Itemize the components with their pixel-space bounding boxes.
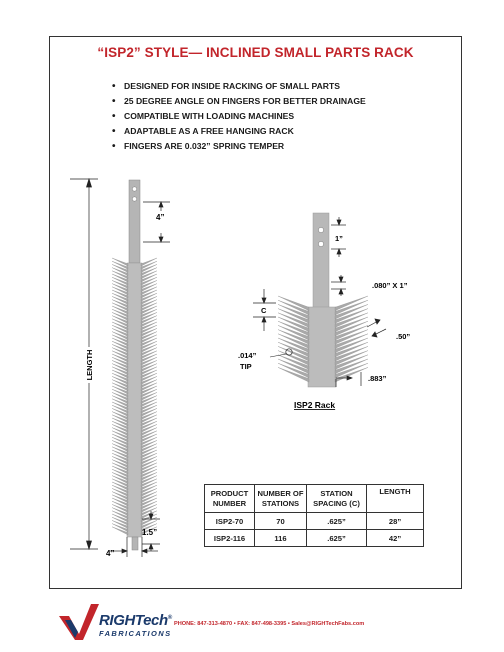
contact-info: PHONE: 847-313-4870 • FAX: 847-498-3395 • Sales@RIGHTechFabs.com <box>174 621 365 627</box>
cell-stations: 116 <box>255 530 307 547</box>
feature-item: • FINGERS ARE 0.032” SPRING TEMPER <box>112 139 366 154</box>
finger-dimension <box>367 319 386 337</box>
spec-sheet <box>49 36 462 589</box>
rack-bottom-tab <box>132 537 138 550</box>
rack-finger <box>112 527 128 535</box>
cell-product: ISP2-116 <box>205 530 255 547</box>
bar-callout-label: .080” X 1” <box>372 281 408 290</box>
feature-item: • 25 DEGREE ANGLE ON FINGERS FOR BETTER DRAINAGE <box>112 94 366 109</box>
rack-finger <box>335 296 368 311</box>
brand-subtitle: FABRICATIONS <box>99 629 172 638</box>
mount-hole <box>318 227 323 232</box>
full-rack-diagram <box>112 180 157 550</box>
spacing-label: C <box>261 306 267 315</box>
feature-item: • DESIGNED FOR INSIDE RACKING OF SMALL PARTS <box>112 79 366 94</box>
detail-spine <box>308 307 336 387</box>
hole-dimension-label: 1” <box>335 234 343 243</box>
top-dimension-label: 4” <box>156 213 165 222</box>
bottom-dimension-label: 1.5” <box>142 528 158 537</box>
width-dimension-label: 4” <box>106 549 115 558</box>
finger-dimension-label: .50” <box>396 332 411 341</box>
tip-leader <box>270 354 286 357</box>
detail-rack-diagram <box>278 213 368 387</box>
rack-finger <box>278 296 309 311</box>
brand-logo-icon <box>57 602 101 642</box>
table-header-row <box>205 485 424 513</box>
cell-length: 42” <box>367 530 424 547</box>
feature-item: • COMPATIBLE WITH LOADING MACHINES <box>112 109 366 124</box>
rack-hanger-bar <box>129 180 140 263</box>
cell-stations: 70 <box>255 513 307 530</box>
tip-word: TIP <box>240 362 252 371</box>
col-header-spacing: STATION SPACING (C) <box>307 485 367 513</box>
mount-hole <box>318 241 323 246</box>
tip-label: .014” <box>238 351 257 360</box>
length-label: LENGTH <box>85 349 94 381</box>
bar-callout <box>331 275 346 296</box>
footer <box>57 602 437 642</box>
table-row <box>205 513 424 530</box>
offset-label: .883” <box>368 374 387 383</box>
cell-spacing: .625” <box>307 513 367 530</box>
brand-name: RIGHTech® <box>99 612 172 629</box>
feature-item: • ADAPTABLE AS A FREE HANGING RACK <box>112 124 366 139</box>
col-header-length: LENGTH <box>367 485 424 513</box>
mount-hole <box>132 187 136 191</box>
col-header-stations: NUMBER OF STATIONS <box>255 485 307 513</box>
detail-caption: ISP2 Rack <box>294 400 336 410</box>
top-dimension <box>143 202 170 242</box>
rack-spine <box>127 263 142 537</box>
table-row <box>205 530 424 547</box>
cell-length: 28” <box>367 513 424 530</box>
col-header-product: PRODUCT NUMBER <box>205 485 255 513</box>
cell-product: ISP2-70 <box>205 513 255 530</box>
spec-table <box>204 484 424 547</box>
cell-spacing: .625” <box>307 530 367 547</box>
page-title: “ISP2” STYLE— INCLINED SMALL PARTS RACK <box>97 45 414 60</box>
mount-hole <box>132 197 136 201</box>
